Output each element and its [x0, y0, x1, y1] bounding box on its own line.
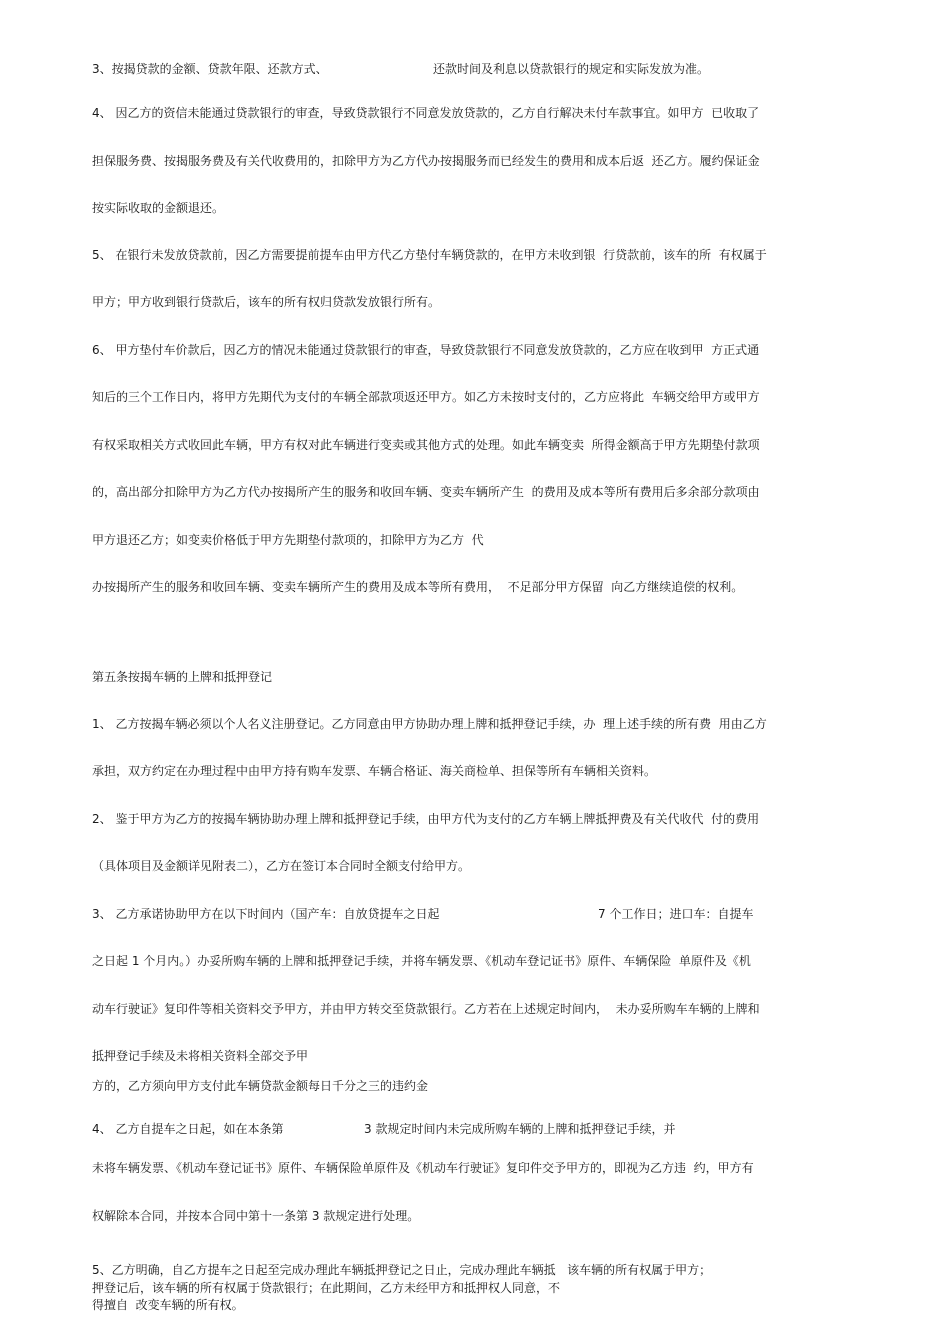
- para-5-3-line-3: 动车行驶证》复印件等相关资料交予甲方，并由甲方转交至贷款银行。乙方若在上述规定时间内， 未办妥所购车车辆的上牌和: [92, 1002, 760, 1016]
- para-5-3-line-5: 方的，乙方须向甲方支付此车辆贷款金额每日千分之三的违约金: [92, 1079, 429, 1093]
- para-5-1-line-1: 1、 乙方按揭车辆必须以个人名义注册登记。乙方同意由甲方协助办理上牌和抵押登记手续，办 理上述手续的所有费 用由乙方: [92, 717, 767, 731]
- para-4-3-line-1a: 3、按揭贷款的金额、贷款年限、还款方式、: [92, 62, 328, 76]
- para-4-4-line-1: 4、 因乙方的资信未能通过贷款银行的审查，导致贷款银行不同意发放贷款的，乙方自行解决未付车款事宜。如甲方 已收取了: [92, 106, 760, 120]
- para-4-3-line-1b: 还款时间及利息以贷款银行的规定和实际发放为准。: [433, 62, 710, 76]
- para-5-2-line-1: 2、 鉴于甲方为乙方的按揭车辆协助办理上牌和抵押登记手续，由甲方代为支付的乙方车辆上牌抵押费及有关代收代 付的费用: [92, 812, 760, 826]
- para-4-4-line-3: 按实际收取的金额退还。: [92, 201, 225, 215]
- para-4-6-line-2: 知后的三个工作日内，将甲方先期代为支付的车辆全部款项返还甲方。如乙方未按时支付的，乙方应将此 车辆交给甲方或甲方: [92, 390, 760, 404]
- para-5-3-line-1b: 7 个工作日；进口车：自提车: [598, 907, 754, 921]
- para-5-4-line-2: 未将车辆发票、《机动车登记证书》原件、车辆保险单原件及《机动车行驶证》复印件交予甲方的，即视为乙方违 约，甲方有: [92, 1161, 754, 1175]
- para-4-6-line-6: 办按揭所产生的服务和收回车辆、变卖车辆所产生的费用及成本等所有费用， 不足部分甲方保留 向乙方继续追偿的权利。: [92, 580, 744, 594]
- para-4-5-line-1: 5、 在银行未发放贷款前，因乙方需要提前提车由甲方代乙方垫付车辆贷款的，在甲方未收到银 行贷款前，该车的所 有权属于: [92, 248, 767, 262]
- para-5-5-line-1: 5、乙方明确，自乙方提车之日起至完成办理此车辆抵押登记之日止，完成办理此车辆抵 该车辆的所有权属于甲方；: [92, 1263, 712, 1277]
- para-5-1-line-2: 承担，双方约定在办理过程中由甲方持有购车发票、车辆合格证、海关商检单、担保等所有车辆相关资料。: [92, 764, 657, 778]
- para-5-5-line-3: 得擅自 改变车辆的所有权。: [92, 1298, 244, 1312]
- para-4-6-line-5: 甲方退还乙方；如变卖价格低于甲方先期垫付款项的，扣除甲方为乙方 代: [92, 533, 484, 547]
- para-5-3-line-2: 之日起 1 个月内。）办妥所购车辆的上牌和抵押登记手续，并将车辆发票、《机动车登记证书》原件、车辆保险 单原件及《机: [92, 954, 751, 968]
- para-4-4-line-2: 担保服务费、按揭服务费及有关代收费用的，扣除甲方为乙方代办按揭服务而已经发生的费用和成本后返 还乙方。履约保证金: [92, 154, 760, 168]
- para-5-4-line-3: 权解除本合同，并按本合同中第十一条第 3 款规定进行处理。: [92, 1209, 420, 1223]
- para-5-4-line-1a: 4、 乙方自提车之日起，如在本条第: [92, 1122, 284, 1136]
- para-5-5-line-2: 押登记后，该车辆的所有权属于贷款银行；在此期间，乙方未经甲方和抵押权人同意，不: [92, 1281, 561, 1295]
- para-4-6-line-1: 6、 甲方垫付车价款后，因乙方的情况未能通过贷款银行的审查，导致贷款银行不同意发放贷款的，乙方应在收到甲 方正式通: [92, 343, 760, 357]
- para-5-3-line-1a: 3、 乙方承诺协助甲方在以下时间内（国产车：自放贷提车之日起: [92, 907, 440, 921]
- para-5-2-line-2: （具体项目及金额详见附表二），乙方在签订本合同时全额支付给甲方。: [92, 859, 471, 873]
- para-5-4-line-1b: 3 款规定时间内未完成所购车辆的上牌和抵押登记手续，并: [364, 1122, 676, 1136]
- para-4-6-line-4: 的，高出部分扣除甲方为乙方代办按揭所产生的服务和收回车辆、变卖车辆所产生 的费用及成本等所有费用后多余部分款项由: [92, 485, 760, 499]
- para-4-6-line-3: 有权采取相关方式收回此车辆，甲方有权对此车辆进行变卖或其他方式的处理。如此车辆变卖 所得金额高于甲方先期垫付款项: [92, 438, 760, 452]
- para-4-5-line-2: 甲方；甲方收到银行贷款后，该车的所有权归贷款发放银行所有。: [92, 295, 441, 309]
- para-5-3-line-4: 抵押登记手续及未将相关资料全部交予甲: [92, 1049, 309, 1063]
- section-5-heading: 第五条按揭车辆的上牌和抵押登记: [92, 670, 273, 684]
